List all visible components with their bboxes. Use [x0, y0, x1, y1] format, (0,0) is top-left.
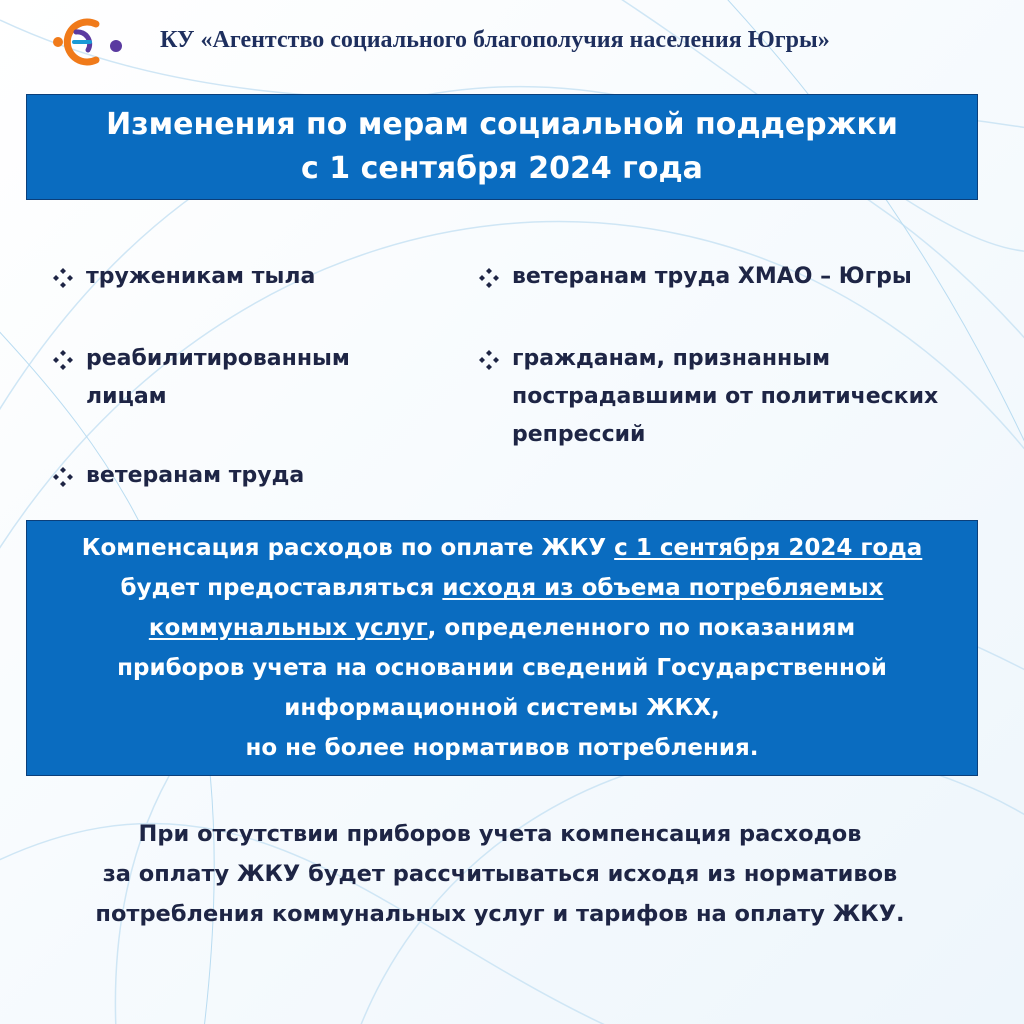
note-line-2: за оплату ЖКУ будет рассчитываться исходя из нормативов — [102, 861, 898, 887]
compensation-line-6: но не более нормативов потребления. — [245, 735, 759, 761]
compensation-text: , определенного по показаниям — [427, 615, 856, 641]
list-item-label: ветеранам труда ХМАО – Югры — [512, 264, 912, 289]
metering-note — [0, 814, 1000, 934]
compensation-line-4: приборов учета на основании сведений Государственной — [117, 655, 887, 681]
title-banner — [26, 94, 978, 200]
note-line-3: потребления коммунальных услуг и тарифов на оплату ЖКУ. — [95, 901, 905, 927]
diamond-quad-bullet-icon — [478, 267, 500, 289]
compensation-line-1 — [82, 528, 923, 568]
list-item — [52, 340, 452, 416]
list-item-label: репрессий — [512, 422, 646, 447]
list-item-label: реабилитированным — [86, 346, 350, 371]
list-item-label: гражданам, признанным — [512, 346, 831, 371]
compensation-line-3 — [149, 608, 855, 648]
compensation-services-underlined: коммунальных услуг — [148, 615, 428, 641]
diamond-quad-bullet-icon — [52, 349, 74, 371]
list-item — [52, 258, 452, 296]
list-item-label: ветеранам труда — [86, 463, 305, 488]
compensation-box — [26, 520, 978, 776]
compensation-volume-underlined: исходя из объема потребляемых — [442, 575, 884, 601]
diamond-quad-bullet-icon — [52, 267, 74, 289]
compensation-date-underlined: с 1 сентября 2024 года — [614, 535, 923, 561]
diamond-quad-bullet-icon — [52, 466, 74, 488]
list-item — [52, 457, 452, 495]
list-item-label: труженикам тыла — [86, 264, 316, 289]
list-item — [478, 258, 998, 296]
list-item — [478, 340, 998, 454]
asb-logo — [44, 10, 124, 74]
list-item-label: пострадавшими от политических — [512, 384, 939, 409]
note-line-1: При отсутствии приборов учета компенсация расходов — [138, 821, 862, 847]
beneficiaries-list-left — [52, 258, 452, 495]
organization-name: КУ «Агентство социального благополучия населения Югры» — [160, 27, 830, 53]
compensation-line-2 — [121, 568, 884, 608]
compensation-text: будет предоставляться — [120, 575, 443, 601]
title-line-1: Изменения по мерам социальной поддержки — [106, 107, 898, 142]
title-line-2: с 1 сентября 2024 года — [301, 151, 703, 186]
compensation-text: Компенсация расходов по оплате ЖКУ — [81, 535, 615, 561]
list-item-label: лицам — [86, 384, 167, 409]
diamond-quad-bullet-icon — [478, 349, 500, 371]
beneficiaries-list-right — [478, 258, 998, 454]
compensation-line-5: информационной системы ЖКХ, — [284, 695, 720, 721]
